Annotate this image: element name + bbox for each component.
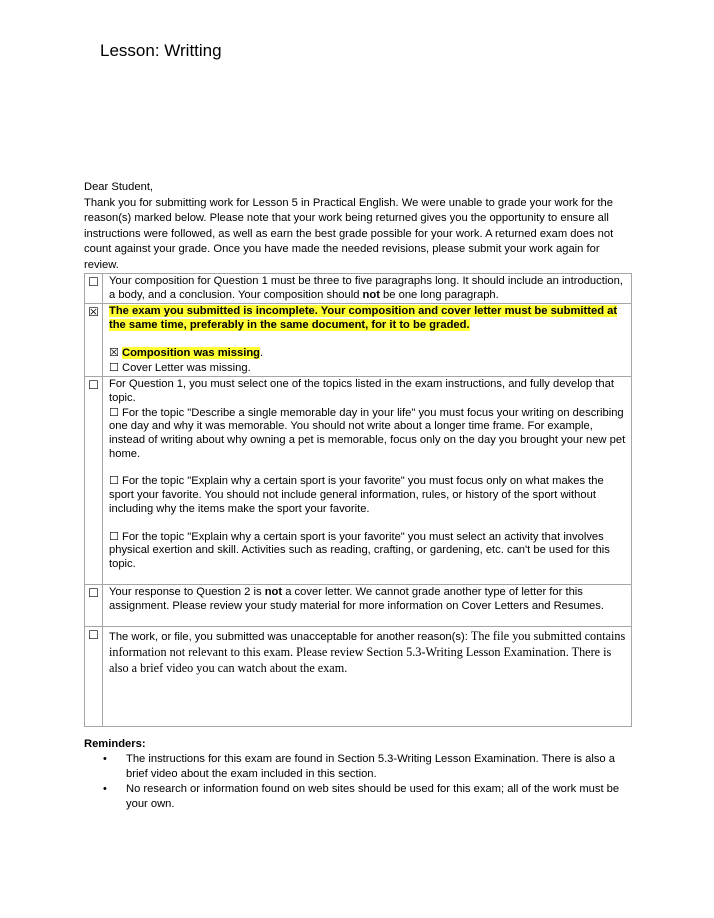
sub-option-composition	[109, 346, 631, 361]
label-suffix: .	[259, 346, 264, 359]
reminder-text: No research or information found on web sites should be used for this exam; all of the work must be your own.	[126, 783, 620, 810]
checkbox-unchecked[interactable]: ☐	[85, 377, 103, 585]
reason-text-b: be one long paragraph.	[379, 288, 499, 301]
sub-option-cover-letter	[109, 361, 631, 376]
checkbox-checked[interactable]: ☒	[85, 304, 103, 377]
reason-bold: not	[362, 288, 380, 301]
composition-missing-label: Composition was missing	[121, 346, 260, 359]
incomplete-highlight: The exam you submitted is incomplete. Your composition and cover letter must be submitted at the same time, preferably in the same document, for it to be graded.	[109, 305, 618, 332]
reminders-section	[84, 738, 634, 812]
cover-letter-missing-label: Cover Letter was missing.	[121, 361, 251, 374]
reason-text	[103, 304, 632, 377]
topic-item-text: For the topic "Explain why a certain sport is your favorite" you must select an activity that involves physical exertion and skill. Activities such as reading, crafting, or gardening, etc. can't be used for this topic.	[109, 530, 610, 570]
topic-item-text: For the topic "Explain why a certain sport is your favorite" you must focus only on what makes the sport your favorite. You should not include general information, rules, or history of the sport without including why the items make the sport your favorite.	[109, 475, 604, 515]
reason-bold: not	[264, 586, 283, 599]
reason-text	[103, 274, 632, 304]
checkbox-checked[interactable]: ☒	[109, 345, 119, 359]
checkbox-unchecked[interactable]: ☐	[109, 474, 119, 488]
list-item	[84, 752, 634, 781]
topic-item-memorable-day	[109, 406, 631, 462]
topic-item-text: For the topic "Describe a single memorable day in your life" you must focus your writing on describing one day and why it was memorable. You should not write about a longer time frame. For example, instead of writing about why owning a pet is memorable, focus only on the day you brought your new pet home.	[109, 406, 626, 460]
bullet-icon: •	[103, 753, 107, 765]
reasons-checklist	[84, 273, 632, 727]
checklist-row-paragraphs	[85, 274, 632, 304]
topic-item-sport-focus	[109, 474, 631, 516]
bullet-icon: •	[103, 783, 107, 795]
greeting: Dear Student,	[84, 181, 154, 193]
lesson-title: Lesson: Writting	[100, 41, 222, 60]
checklist-row-other	[85, 627, 632, 727]
checklist-row-cover-letter	[85, 585, 632, 627]
reason-text-a: Your response to Question 2 is	[109, 586, 265, 599]
other-reason-lead: The work, or file, you submitted was unacceptable for another reason(s):	[109, 631, 471, 644]
reason-text	[103, 585, 632, 627]
checkbox-unchecked[interactable]: ☐	[109, 405, 119, 419]
checklist-row-topic	[85, 377, 632, 585]
checklist-row-incomplete	[85, 304, 632, 377]
reminders-heading: Reminders:	[84, 738, 146, 750]
intro-letter	[84, 180, 634, 273]
checkbox-unchecked[interactable]: ☐	[85, 274, 103, 304]
reason-text-b: a cover letter. We cannot grade another type of letter for this assignment. Please review your study material for more information on Cover Letters and Resumes.	[109, 586, 604, 612]
reason-text-a: Your composition for Question 1 must be three to five paragraphs long. It should include an introduction, a body, and a conclusion. Your composition should	[109, 275, 623, 301]
checkbox-unchecked[interactable]: ☐	[85, 627, 103, 727]
topic-item-sport-activity	[109, 530, 631, 572]
reason-text	[103, 377, 632, 585]
intro-body: Thank you for submitting work for Lesson 5 in Practical English. We were unable to grade your work for the reason(s) marked below. Please note that your work being returned gives you the opportunity to ensure all instructions were followed, as well as earn the best grade possible for your work. A returned exam does not count against your grade. Once you have made the needed revisions, please submit your work again for review.	[84, 196, 614, 271]
reminder-text: The instructions for this exam are found in Section 5.3-Writing Lesson Examination. There is also a brief video about the exam included in this section.	[126, 753, 615, 780]
topic-lead: For Question 1, you must select one of the topics listed in the exam instructions, and fully develop that topic.	[109, 378, 614, 404]
list-item	[84, 782, 634, 811]
checkbox-unchecked[interactable]: ☐	[109, 360, 119, 374]
checkbox-unchecked[interactable]: ☐	[109, 529, 119, 543]
checkbox-unchecked[interactable]: ☐	[85, 585, 103, 627]
reason-text	[103, 627, 632, 727]
grader-comment: The file you submitted contains information not relevant to this exam. Please review Section 5.3-Writing Lesson Examination. There is also a brief video you can watch about the exam.	[109, 629, 626, 675]
